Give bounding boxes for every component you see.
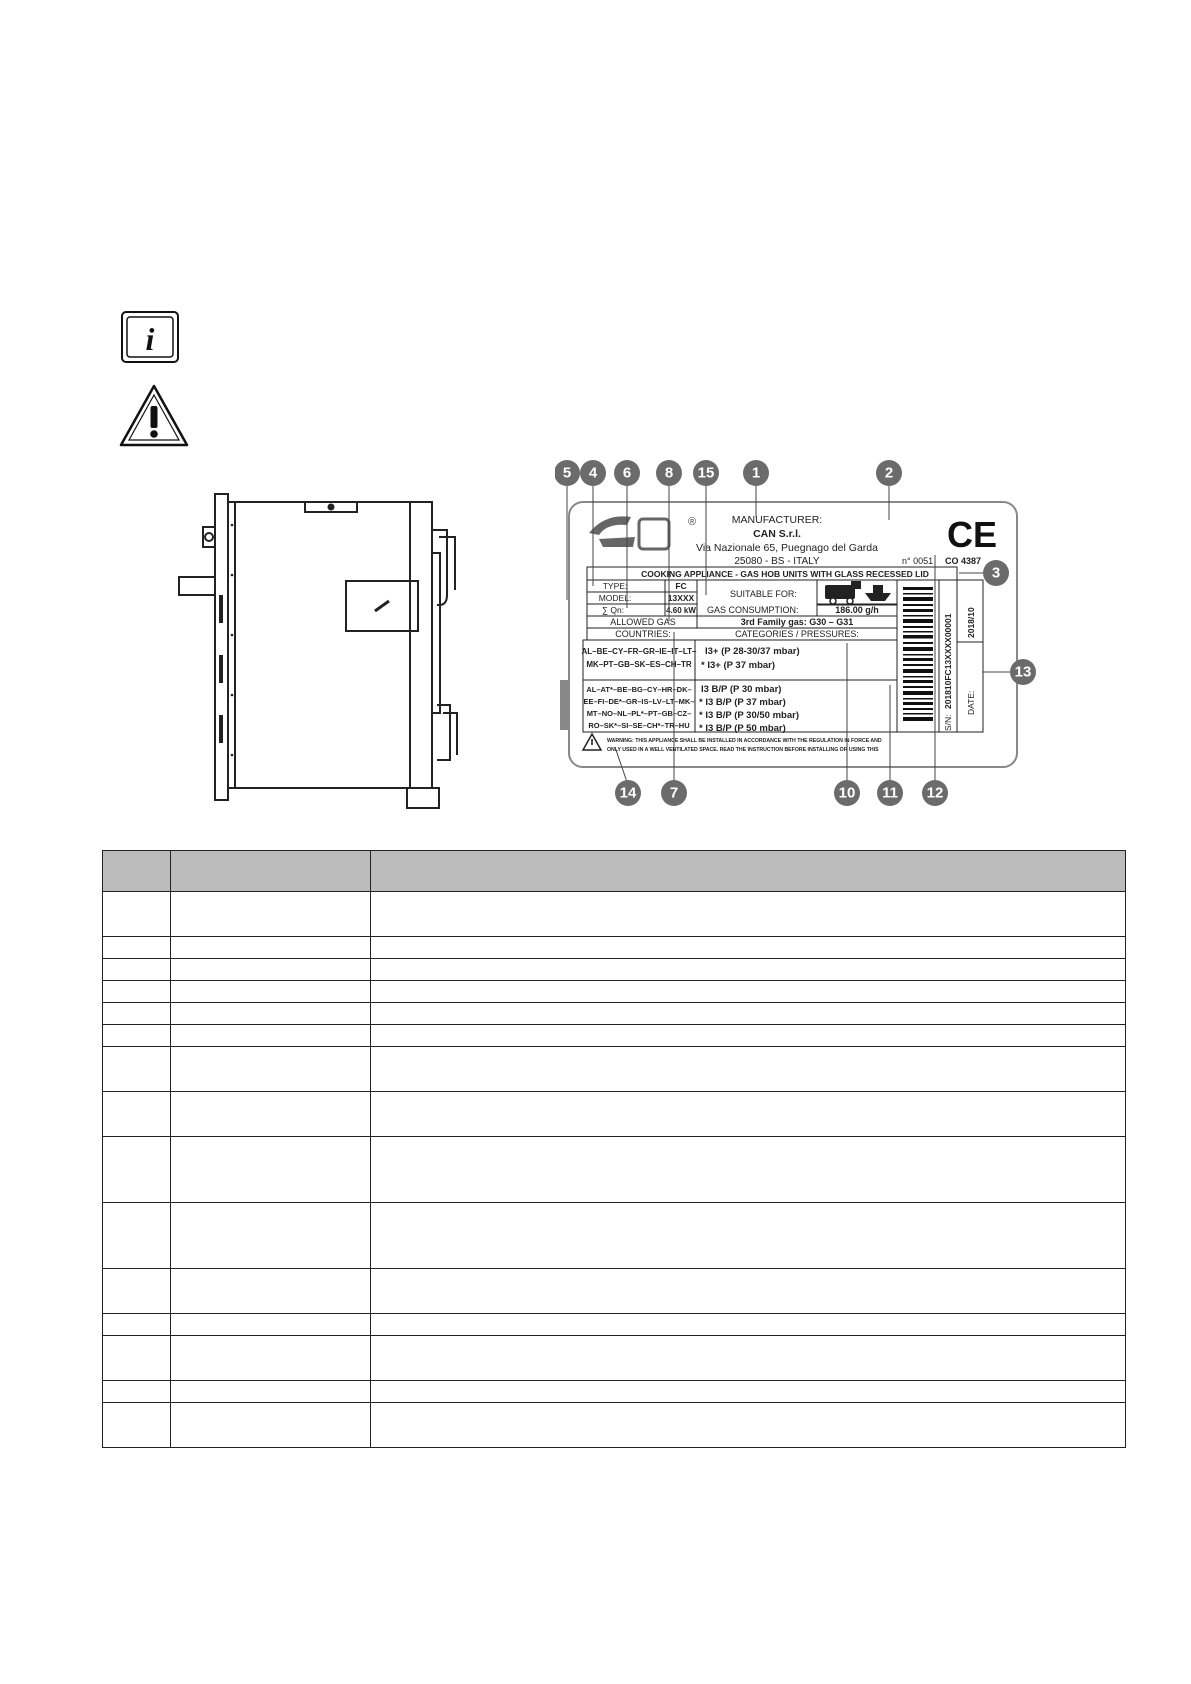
countries-group2-line3: MT–NO–NL–PL*–PT–GB–CZ– — [586, 709, 692, 718]
callout-14 — [615, 780, 641, 806]
table-cell — [371, 1092, 1126, 1137]
table-cell — [103, 892, 171, 937]
manufacturer-label: MANUFACTURER: — [731, 514, 823, 526]
rating-plate-diagram — [555, 455, 1075, 815]
table-row — [103, 1336, 1126, 1381]
serial-label: S/N: — [943, 714, 953, 731]
table-row — [103, 959, 1126, 981]
table-cell — [371, 1403, 1126, 1448]
rating-plate-legend-table — [102, 850, 1126, 1448]
table-row — [103, 1269, 1126, 1314]
manufacturer-name: CAN S.r.l. — [753, 528, 801, 540]
callout-3 — [983, 560, 1009, 586]
categories-label: CATEGORIES / PRESSURES: — [735, 629, 859, 639]
table-cell — [103, 1336, 171, 1381]
date-label: DATE: — [966, 690, 976, 715]
table-cell — [371, 1203, 1126, 1269]
table-cell — [371, 1025, 1126, 1047]
table-cell — [371, 892, 1126, 937]
countries-group1-line2: MK–PT–GB–SK–ES–CH–TR — [586, 660, 692, 669]
product-description: COOKING APPLIANCE - GAS HOB UNITS WITH GLASS RECESSED LID — [641, 569, 929, 579]
qn-label: ∑ Qn: — [601, 605, 625, 615]
gas-consumption-value: 186.00 g/h — [835, 605, 879, 615]
table-cell — [171, 1092, 371, 1137]
table-cell — [371, 1336, 1126, 1381]
table-cell — [103, 1047, 171, 1092]
table-cell — [103, 1381, 171, 1403]
table-cell — [103, 981, 171, 1003]
table-row — [103, 1003, 1126, 1025]
svg-text:11: 11 — [882, 784, 898, 802]
info-icon — [120, 310, 182, 364]
date-value: 2018/10 — [966, 607, 976, 638]
countries-group2-line2: EE–FI–DE*–GR–IS–LV–LT–MK– — [583, 697, 695, 706]
callout-8 — [656, 460, 682, 486]
qn-value: 4.60 kW — [666, 606, 696, 615]
warning-triangle-icon — [118, 382, 190, 448]
table-cell — [371, 1269, 1126, 1314]
table-row — [103, 1203, 1126, 1269]
countries-group2-line4: RO–SK*–SI–SE–CH*–TR–HU — [588, 721, 690, 730]
table-cell — [103, 1003, 171, 1025]
pressures-group2-line1: I3 B/P (P 30 mbar) — [701, 684, 782, 695]
table-cell — [171, 959, 371, 981]
svg-text:7: 7 — [669, 784, 679, 802]
callout-11 — [877, 780, 903, 806]
manufacturer-address-line1: Via Nazionale 65, Puegnago del Garda — [696, 542, 878, 554]
callout-1 — [743, 460, 769, 486]
ce-mark-icon — [947, 514, 997, 555]
serial-value: 201810FC13XXXX00001 — [943, 613, 953, 709]
table-row — [103, 1403, 1126, 1448]
svg-text:1: 1 — [751, 464, 761, 482]
pressures-group2-line4: * I3 B/P (P 50 mbar) — [699, 723, 786, 734]
callout-2 — [876, 460, 902, 486]
plate-warning-line2: ONLY USED IN A WELL VENTILATED SPACE. READ THE INSTRUCTION BEFORE INSTALLING OR USING THIS — [607, 747, 879, 753]
callout-15 — [693, 460, 719, 486]
callout-6 — [614, 460, 640, 486]
table-cell — [171, 1025, 371, 1047]
svg-text:2: 2 — [884, 464, 894, 482]
svg-text:6: 6 — [622, 464, 632, 482]
svg-text:15: 15 — [697, 464, 715, 482]
manufacturer-address-line2: 25080 - BS - ITALY — [734, 556, 820, 567]
table-cell — [171, 1381, 371, 1403]
svg-text:CE: CE — [947, 514, 998, 555]
pressures-group1-line2: * I3+ (P 37 mbar) — [701, 660, 776, 671]
countries-label: COUNTRIES: — [615, 629, 671, 639]
table-cell — [371, 959, 1126, 981]
svg-text:14: 14 — [619, 784, 637, 802]
table-cell — [371, 981, 1126, 1003]
model-label: MODEL: — [598, 593, 632, 603]
table-row — [103, 1314, 1126, 1336]
table-cell — [371, 937, 1126, 959]
header-cell — [103, 851, 171, 892]
table-cell — [103, 959, 171, 981]
type-value: FC — [675, 581, 687, 591]
type-label: TYPE: — [602, 581, 628, 591]
svg-text:8: 8 — [664, 464, 674, 482]
callout-5 — [555, 460, 580, 486]
svg-text:5: 5 — [562, 464, 572, 482]
countries-group2-line1: AL–AT*–BE–BG–CY–HR–DK– — [586, 685, 692, 694]
plate-warning-line1: WARNING: THIS APPLIANCE SHALL BE INSTALLED IN ACCORDANCE WITH THE REGULATION IN FORCE AND — [607, 738, 882, 744]
table-cell — [171, 1336, 371, 1381]
table-cell — [371, 1314, 1126, 1336]
table-cell — [371, 1003, 1126, 1025]
callout-4 — [580, 460, 606, 486]
table-cell — [171, 1203, 371, 1269]
svg-text:12: 12 — [926, 784, 944, 802]
table-cell — [171, 981, 371, 1003]
table-row — [103, 1137, 1126, 1203]
table-row — [103, 1047, 1126, 1092]
svg-text:®: ® — [688, 516, 697, 528]
table-cell — [103, 1203, 171, 1269]
svg-text:i: i — [145, 321, 155, 357]
table-cell — [103, 1403, 171, 1448]
pressures-group2-line2: * I3 B/P (P 37 mbar) — [699, 697, 786, 708]
table-cell — [371, 1381, 1126, 1403]
header-cell — [171, 851, 371, 892]
table-cell — [103, 1314, 171, 1336]
header-cell — [371, 851, 1126, 892]
table-cell — [171, 1403, 371, 1448]
svg-text:4: 4 — [588, 464, 598, 482]
table-row — [103, 892, 1126, 937]
table-cell — [371, 1047, 1126, 1092]
table-row — [103, 937, 1126, 959]
table-cell — [171, 1269, 371, 1314]
callout-12 — [922, 780, 948, 806]
callout-10 — [834, 780, 860, 806]
table-cell — [171, 892, 371, 937]
table-cell — [171, 1003, 371, 1025]
gas-consumption-label: GAS CONSUMPTION: — [707, 605, 799, 615]
allowed-gas-label: ALLOWED GAS — [610, 617, 676, 627]
notified-body-number: n° 0051 — [902, 556, 934, 566]
table-cell — [103, 1137, 171, 1203]
svg-text:3: 3 — [991, 564, 1001, 582]
table-cell — [171, 1137, 371, 1203]
table-cell — [103, 937, 171, 959]
appliance-side-view-drawing — [175, 485, 505, 815]
table-cell — [371, 1137, 1126, 1203]
model-value: 13XXX — [667, 593, 695, 603]
plate-edge-bar — [560, 680, 569, 730]
countries-group1-line1: AL–BE–CY–FR–GR–IE–IT–LT– — [581, 647, 697, 656]
table-cell — [171, 1314, 371, 1336]
svg-text:10: 10 — [838, 784, 856, 802]
table-cell — [103, 1092, 171, 1137]
table-cell — [103, 1269, 171, 1314]
svg-text:13: 13 — [1014, 663, 1032, 681]
table-cell — [171, 937, 371, 959]
table-cell — [103, 1025, 171, 1047]
table-row — [103, 981, 1126, 1003]
table-cell — [171, 1047, 371, 1092]
table-row — [103, 1381, 1126, 1403]
callout-13 — [1010, 659, 1036, 685]
suitable-for-label: SUITABLE FOR: — [730, 589, 797, 599]
table-row — [103, 1025, 1126, 1047]
allowed-gas-value: 3rd Family gas: G30 – G31 — [740, 617, 854, 627]
certificate-number: CO 4387 — [945, 556, 982, 566]
pressures-group2-line3: * I3 B/P (P 30/50 mbar) — [699, 710, 799, 721]
callout-7 — [661, 780, 687, 806]
table-header-row — [103, 851, 1126, 892]
pressures-group1-line1: I3+ (P 28-30/37 mbar) — [705, 646, 800, 657]
table-row — [103, 1092, 1126, 1137]
